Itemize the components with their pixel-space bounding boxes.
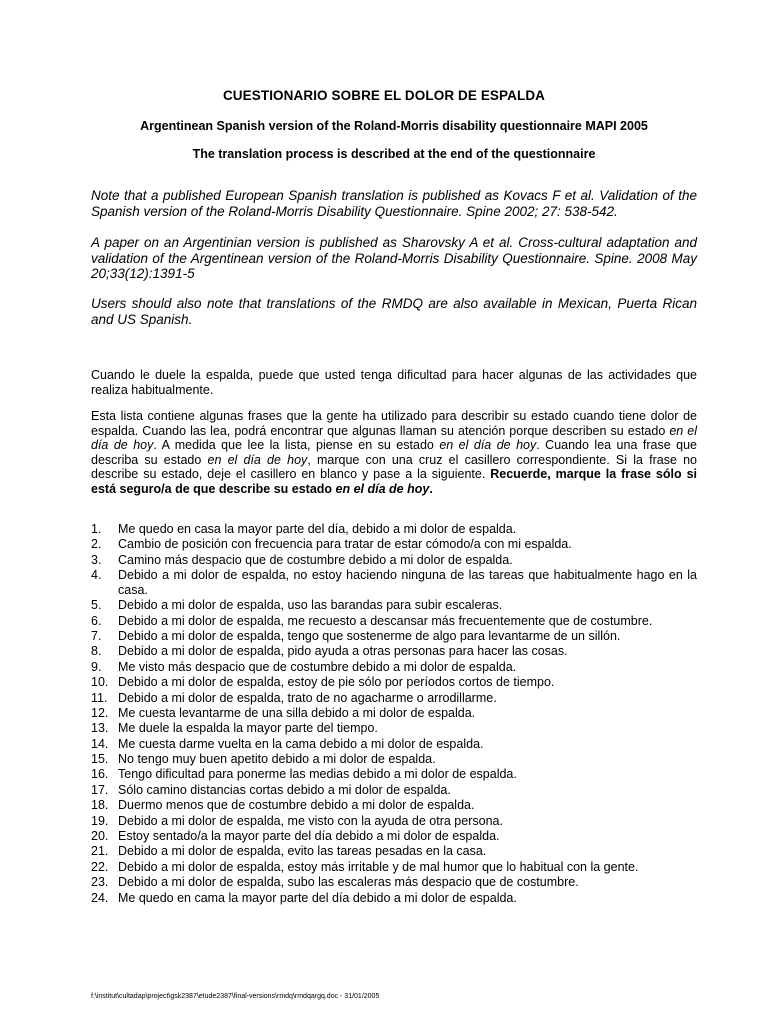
question-item	[91, 598, 697, 613]
question-number: 22.	[91, 859, 109, 874]
reminder-end: .	[429, 481, 433, 496]
note-other-translations: Users should also note that translations of the RMDQ are also available in Mexican, Puerta Rican and US Spanish.	[91, 296, 697, 327]
instructions-emphasis: en el día de hoy	[91, 423, 697, 453]
question-item	[91, 737, 697, 752]
question-number: 16.	[91, 767, 109, 782]
instructions-text: . Cuando lea una frase que describa su estado	[91, 438, 697, 467]
question-item	[91, 706, 697, 721]
question-text: Me quedo en cama la mayor parte del día debido a mi dolor de espalda.	[118, 890, 517, 905]
question-number: 1.	[91, 522, 102, 536]
question-item	[91, 614, 697, 629]
question-item	[91, 553, 697, 568]
question-number: 2.	[91, 537, 102, 552]
question-text: Camino más despacio que de costumbre debido a mi dolor de espalda.	[118, 552, 513, 567]
question-number: 17.	[91, 782, 109, 797]
question-item	[91, 522, 697, 537]
instructions-paragraph	[91, 409, 697, 497]
intro-paragraph: Cuando le duele la espalda, puede que usted tenga dificultad para hacer algunas de las actividades que realiza habitualmente.	[91, 368, 697, 397]
question-item	[91, 783, 697, 798]
question-item	[91, 829, 697, 844]
question-number: 20.	[91, 829, 109, 844]
instructions-text: . A medida que lee la lista, piense en su estado	[153, 438, 440, 453]
question-item	[91, 752, 697, 767]
instructions-text: Esta lista contiene algunas frases que la gente ha utilizado para describir su estado cuando tiene dolor de espalda. Cuando las lea, podrá encontrar que algunas llaman su atención porque describen su estado	[91, 409, 697, 438]
version-subtitle: Argentinean Spanish version of the Roland-Morris disability questionnaire MAPI 2005	[140, 119, 648, 133]
question-text: Debido a mi dolor de espalda, me visto con la ayuda de otra persona.	[118, 813, 503, 828]
file-path-footer: f:\institut\cultadap\project\gsk2387\etude2387\final-versions\rmdq\rmdqargq.doc - 31/01/2005	[91, 993, 380, 1000]
note-european-translation: Note that a published European Spanish translation is published as Kovacs F et al. Validation of the Spanish version of the Roland-Morris Disability Questionnaire. Spine 2002; 27: 538-542.	[91, 188, 697, 219]
question-item	[91, 568, 697, 597]
question-text: Me quedo en casa la mayor parte del día, debido a mi dolor de espalda.	[118, 522, 517, 536]
question-text: Me duele la espalda la mayor parte del tiempo.	[118, 721, 378, 736]
question-number: 14.	[91, 736, 109, 751]
question-item	[91, 537, 697, 552]
question-item	[91, 860, 697, 875]
question-number: 7.	[91, 628, 102, 643]
question-number: 18.	[91, 798, 109, 813]
question-number: 12.	[91, 705, 109, 720]
instructions-emphasis: en el día de hoy	[439, 438, 537, 453]
question-item	[91, 875, 697, 890]
instructions-text: , marque con una cruz el casillero correspondiente. Si la frase no describe su estado, deje el casillero en blanco y pase a la siguiente.	[91, 452, 697, 482]
question-text: Estoy sentado/a la mayor parte del día debido a mi dolor de espalda.	[118, 829, 500, 844]
question-item	[91, 691, 697, 706]
question-text: Me cuesta darme vuelta en la cama debido a mi dolor de espalda.	[118, 736, 484, 751]
question-text: Me cuesta levantarme de una silla debido a mi dolor de espalda.	[118, 705, 476, 720]
question-text: Debido a mi dolor de espalda, trato de no agacharme o arrodillarme.	[118, 690, 497, 705]
question-text: Debido a mi dolor de espalda, pido ayuda a otras personas para hacer las cosas.	[118, 644, 568, 659]
question-number: 3.	[91, 552, 102, 567]
question-number: 23.	[91, 875, 109, 890]
question-number: 13.	[91, 721, 109, 736]
question-number: 21.	[91, 844, 109, 859]
question-number: 5.	[91, 598, 102, 613]
question-text: Debido a mi dolor de espalda, evito las tareas pesadas en la casa.	[118, 844, 487, 859]
question-item	[91, 798, 697, 813]
question-item	[91, 675, 697, 690]
question-item	[91, 629, 697, 644]
question-item	[91, 767, 697, 782]
question-number: 6.	[91, 613, 102, 628]
question-text: Duermo menos que de costumbre debido a mi dolor de espalda.	[118, 798, 475, 813]
question-text: Debido a mi dolor de espalda, estoy más irritable y de mal humor que lo habitual con la gente.	[118, 859, 639, 874]
question-text: No tengo muy buen apetito debido a mi dolor de espalda.	[118, 752, 436, 767]
question-text: Cambio de posición con frecuencia para tratar de estar cómodo/a con mi espalda.	[118, 537, 572, 552]
question-item	[91, 644, 697, 659]
question-item	[91, 660, 697, 675]
question-number: 15.	[91, 752, 109, 767]
instructions-emphasis: en el día de hoy	[207, 452, 308, 467]
question-number: 19.	[91, 813, 109, 828]
translation-subtitle: The translation process is described at the end of the questionnaire	[192, 147, 596, 161]
question-text: Debido a mi dolor de espalda, no estoy haciendo ninguna de las tareas que habitualmente hago en la casa.	[118, 568, 697, 597]
question-item	[91, 844, 697, 859]
question-text: Debido a mi dolor de espalda, me recuesto a descansar más frecuentemente que de costumbre.	[118, 613, 653, 628]
question-text: Debido a mi dolor de espalda, tengo que sostenerme de algo para levantarme de un sillón.	[118, 628, 621, 643]
question-number: 8.	[91, 644, 102, 659]
question-item	[91, 814, 697, 829]
question-number: 9.	[91, 659, 102, 674]
question-text: Debido a mi dolor de espalda, estoy de pie sólo por períodos cortos de tiempo.	[118, 675, 555, 690]
question-text: Debido a mi dolor de espalda, subo las escaleras más despacio que de costumbre.	[118, 875, 579, 890]
question-number: 24.	[91, 890, 109, 905]
document-title: CUESTIONARIO SOBRE EL DOLOR DE ESPALDA	[222, 88, 546, 103]
question-item	[91, 721, 697, 736]
reminder-text: Recuerde, marque la frase sólo si está seguro/a de que describe su estado	[91, 467, 698, 496]
question-text: Tengo dificultad para ponerme las medias debido a mi dolor de espalda.	[118, 767, 517, 782]
question-list	[91, 522, 697, 906]
question-text: Sólo camino distancias cortas debido a mi dolor de espalda.	[118, 782, 451, 797]
note-argentinian-paper: A paper on an Argentinian version is published as Sharovsky A et al. Cross-cultural adaptation and validation of the Argentinean version of the Roland-Morris Disability Questionnaire. Spine. 2008 May 20;33(12):1391-5	[91, 235, 697, 281]
question-number: 11.	[91, 690, 108, 705]
question-number: 10.	[91, 675, 109, 690]
question-text: Me visto más despacio que de costumbre debido a mi dolor de espalda.	[118, 659, 517, 674]
question-text: Debido a mi dolor de espalda, uso las barandas para subir escaleras.	[118, 598, 503, 613]
question-number: 4.	[91, 568, 102, 583]
question-item	[91, 891, 697, 906]
reminder-emphasis: en el día de hoy	[335, 481, 430, 496]
